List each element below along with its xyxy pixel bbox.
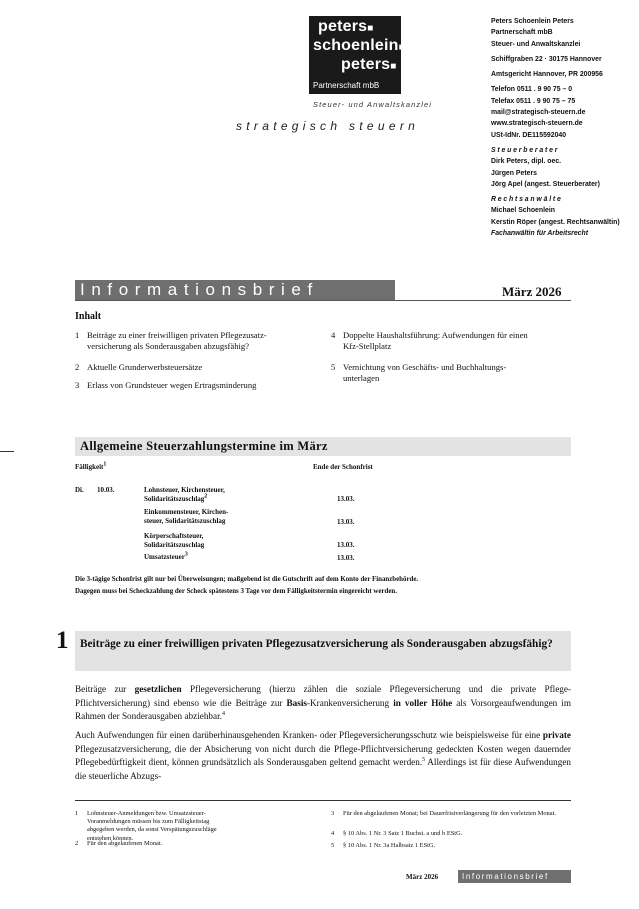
footnote-5: 5 § 10 Abs. 1 Nr. 3a Halbsatz 1 EStG. [331, 842, 436, 849]
contents-heading: Inhalt [75, 311, 102, 322]
due-day: Di. [75, 486, 84, 494]
footer-title: Informationsbrief [462, 872, 549, 881]
logo-line-3: peters■ [341, 56, 397, 73]
address-line: Partnerschaft mbB [491, 29, 553, 37]
logo-subtitle: Steuer- und Anwaltskanzlei [313, 100, 433, 109]
lawyer-name: Michael Schoenlein [491, 207, 555, 215]
issue-date: März 2026 [502, 284, 562, 299]
toc-item-3[interactable]: 3 Erlass von Grundsteuer wegen Ertragsminderung [75, 380, 257, 390]
lawyer-name: Fachanwältin für Arbeitsrecht [491, 230, 588, 238]
tax-row: Umsatzsteuer$^3$ [144, 551, 188, 561]
section-title: Beiträge zu einer freiwilligen privaten Pflegezusatzversicherung als Sonderausgaben abzugsfähig? [80, 638, 553, 650]
tagline: strategisch steuern [236, 119, 420, 133]
tax-row: Körperschaftsteuer, Solidaritätszuschlag [144, 532, 205, 549]
tax-row: Lohnsteuer, Kirchensteuer, Solidaritätszuschlag$^2$ [144, 486, 225, 503]
logo-line-1: peters■ [318, 18, 374, 35]
header-rule [75, 300, 571, 301]
vat-id: USt-IdNr. DE115592040 [491, 131, 567, 139]
footnote-rule [75, 800, 571, 801]
address-line: Amtsgericht Hannover, PR 200956 [491, 71, 603, 79]
footnote-1: 1 Lohnsteuer-Anmeldungen bzw. Umsatzsteuer-Voranmeldungen müssen bis zum Fälligkeitstag abgegeben werden, da sonst Verspätungszuschläge entstehen können. [75, 810, 217, 842]
grace-end: 13.03. [337, 541, 355, 549]
steuerberater-heading: Steuerberater [491, 146, 560, 154]
website-link[interactable]: www.strategisch-steuern.de [491, 120, 583, 128]
advisor-name: Jürgen Peters [491, 169, 537, 177]
tax-dates-title: Allgemeine Steuerzahlungstermine im März [80, 439, 328, 453]
footnote-2: 2 Für den abgelaufenen Monat. [75, 840, 163, 847]
email-link[interactable]: mail@strategisch-steuern.de [491, 109, 586, 117]
newsletter-title: Informationsbrief [80, 280, 319, 299]
footnote-3: 3 Für den abgelaufenen Monat; bei Dauerfristverlängerung für den vorletzten Monat. [331, 810, 556, 817]
phone-line: Telefon 0511 . 9 90 75 – 0 [491, 86, 573, 94]
address-line: Schiffgraben 22 · 30175 Hannover [491, 55, 602, 63]
col-header-grace: Ende der Schonfrist [313, 463, 373, 471]
schonfrist-note: Die 3-tägige Schonfrist gilt nur bei Überweisungen; maßgebend ist die Gutschrift auf dem Konto der Finanzbehörde. [75, 576, 419, 583]
tax-row: Einkommensteuer, Kirchen- steuer, Solidaritätszuschlag [144, 508, 229, 525]
toc-item-1[interactable]: 1 Beiträge zu einer freiwilligen privaten Pflegezusatz- versicherung als Sonderausgaben abzugsfähig? [75, 330, 267, 351]
paragraph: Beiträge zur gesetzlichen Pflegeversicherung (hierzu zählen die soziale Pflegeversicherung und die private Pflege-Pflichtversicherung) sind ebenso wie die Beiträge zur Basis-Krankenversicherung in voller Höhe als Vorsorgeaufwendungen im Rahmen der Sonderausgaben abziehbar.$^4$ [75, 684, 571, 721]
logo-suffix: Partnerschaft mbB [313, 81, 380, 90]
advisor-name: Jörg Apel (angest. Steuerberater) [491, 180, 600, 188]
toc-item-5[interactable]: 5 Vernichtung von Geschäfts- und Buchhaltungs- unterlagen [331, 362, 507, 383]
address-line: Peters Schoenlein Peters [491, 18, 574, 25]
paragraph: Auch Aufwendungen für einen darüberhinausgehenden Kranken- oder Pflegeversicherungsschutz wie beispielsweise für eine private Pflegezusatzversicherung, die der Absicherung von nicht durch die Pflege-Pflichtversicherung gedeckten Kosten wegen dauernder Pflegebedürftigkeit dient, können grundsätzlich als Sonderausgaben geltend gemacht werden.$^5$ Allerdings ist für diese Aufwendungen die steuerliche Abzugs- [75, 730, 571, 781]
address-line: Steuer- und Anwaltskanzlei [491, 40, 581, 48]
grace-end: 13.03. [337, 518, 355, 526]
lawyer-name: Kerstin Röper (angest. Rechtsanwältin) [491, 218, 620, 226]
footer-date: März 2026 [406, 873, 439, 881]
grace-end: 13.03. [337, 495, 355, 503]
fold-mark [0, 451, 14, 452]
section-number: 1 [56, 627, 69, 654]
toc-item-2[interactable]: 2 Aktuelle Grunderwerbsteuersätze [75, 362, 203, 372]
logo-line-2: schoenlein■ [313, 37, 405, 54]
scheck-note: Dagegen muss bei Scheckzahlung der Scheck spätestens 3 Tage vor dem Fälligkeitstermin eingereicht werden. [75, 588, 397, 595]
toc-item-4[interactable]: 4 Doppelte Haushaltsführung: Aufwendungen für einen Kfz-Stellplatz [331, 330, 528, 351]
advisor-name: Dirk Peters, dipl. oec. [491, 158, 562, 166]
address-block [491, 16, 639, 239]
footnote-4: 4 § 10 Abs. 1 Nr. 3 Satz 1 Buchst. a und b EStG. [331, 830, 463, 837]
grace-end: 13.03. [337, 554, 355, 562]
due-date: 10.03. [97, 486, 115, 494]
col-header-due: Fälligkeit$^1$ [75, 461, 107, 471]
rechtsanwaelte-heading: Rechtsanwälte [491, 196, 563, 204]
fax-line: Telefax 0511 . 9 90 75 – 75 [491, 97, 576, 105]
